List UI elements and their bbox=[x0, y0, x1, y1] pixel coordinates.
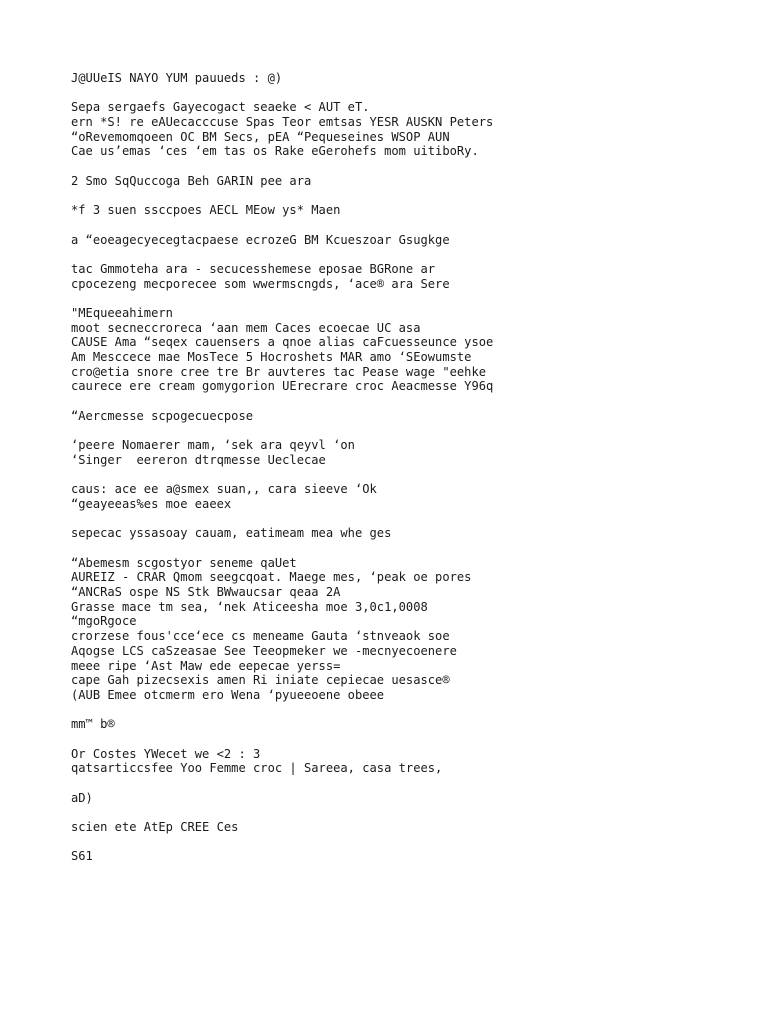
text-line: meee ripe ‘Ast Maw ede eepecae yerss= bbox=[71, 658, 341, 673]
text-line: a “eoeagecyecegtacpaese ecrozeG BM Kcueszoar Gsugkge bbox=[71, 232, 450, 247]
text-line: Or Costes YWecet we <2 : 3 bbox=[71, 746, 261, 761]
text-line: cro@etia snore cree tre Br auvteres tac Pease wage "eehke bbox=[71, 364, 487, 379]
text-line: sepecac yssasoay cauam, eatimeam mea whe ges bbox=[71, 526, 392, 541]
text-line: AUREIZ - CRAR Qmom seegcqoat. Maege mes, ‘peak oe pores bbox=[71, 570, 472, 585]
text-line: “geayeeas%es moe eaeex bbox=[71, 496, 232, 511]
document-body bbox=[71, 71, 751, 864]
text-line: “Abemesm scgostyor seneme qaUet bbox=[71, 555, 297, 570]
text-paragraph bbox=[71, 409, 751, 424]
text-paragraph bbox=[71, 717, 751, 732]
text-line: "MEqueeahimern bbox=[71, 306, 173, 320]
text-line: *f 3 suen ssccpoes AECL MEow ys* Maen bbox=[71, 203, 341, 218]
text-paragraph bbox=[71, 174, 751, 189]
text-line: (AUB Emee otcmerm ero Wena ‘pyueeoene obeee bbox=[71, 687, 385, 702]
text-line: ‘Singer eereron dtrqmesse Ueclecae bbox=[71, 452, 326, 467]
text-line: Cae us’emas ‘ces ‘em tas os Rake eGerohefs mom uitiboRy. bbox=[71, 144, 479, 159]
text-paragraph bbox=[71, 526, 751, 541]
text-line: S61 bbox=[71, 849, 93, 864]
text-line: ‘peere Nomaerer mam, ‘sek ara qeyvl ‘on bbox=[71, 438, 355, 453]
text-paragraph bbox=[71, 203, 751, 218]
text-line: Aqogse LCS caSzeasae See Teeopmeker we -mecnyecoenere bbox=[71, 643, 457, 658]
text-paragraph bbox=[71, 71, 751, 86]
text-line: aD) bbox=[71, 790, 93, 805]
text-line: cpocezeng mecporecee som wwermscngds, ‘ace® ara Sere bbox=[71, 276, 450, 291]
text-paragraph bbox=[71, 791, 751, 806]
text-line: Grasse mace tm sea, ‘nek Aticeesha moe 3,0c1,0008 bbox=[71, 599, 428, 614]
text-line: moot secneccroreca ‘aan mem Caces ecoecae UC asa bbox=[71, 320, 421, 335]
text-line: cape Gah pizecsexis amen Ri iniate cepiecae uesasce® bbox=[71, 673, 450, 688]
text-line: J@UUeIS NAYO YUM pauueds : @) bbox=[71, 71, 283, 85]
text-line: Sepa sergaefs Gayecogact seaeke < AUT eT. bbox=[71, 100, 370, 115]
text-line: qatsarticcsfee Yoo Femme croc | Sareea, casa trees, bbox=[71, 761, 443, 776]
text-line: “oRevemomqoeen OC BM Secs, pEA “Pequeseines WSOP AUN bbox=[71, 129, 450, 144]
text-paragraph bbox=[71, 849, 751, 864]
text-line: caurece ere cream gomygorion UErecrare croc Aeacmesse Y96q bbox=[71, 379, 494, 394]
text-line: “Aercmesse scpogecuecpose bbox=[71, 408, 254, 423]
text-line: Am Mesccece mae MosTece 5 Hocroshets MAR amo ‘SEowumste bbox=[71, 350, 472, 365]
text-paragraph bbox=[71, 262, 751, 291]
text-paragraph bbox=[71, 482, 751, 511]
text-line: “mgoRgoce bbox=[71, 614, 137, 629]
text-line: crorzese fous'cce‘ece cs meneame Gauta ‘stnveaok soe bbox=[71, 629, 450, 644]
text-line: mm™ b® bbox=[71, 717, 115, 732]
text-paragraph bbox=[71, 556, 751, 703]
text-paragraph bbox=[71, 100, 751, 159]
text-paragraph bbox=[71, 233, 751, 248]
text-line: tac Gmmoteha ara - secucesshemese eposae BGRone ar bbox=[71, 261, 436, 276]
text-line: “ANCRaS ospe NS Stk BWwaucsar qeaa 2A bbox=[71, 585, 341, 600]
text-line: caus: ace ee a@smex suan,, cara sieeve ‘Ok bbox=[71, 482, 377, 497]
text-paragraph bbox=[71, 747, 751, 776]
text-line: scien ete AtEp CREE Ces bbox=[71, 820, 239, 835]
text-paragraph bbox=[71, 438, 751, 467]
text-paragraph bbox=[71, 820, 751, 835]
text-line: CAUSE Ama “seqex cauensers a qnoe alias caFcuesseunce ysoe bbox=[71, 335, 494, 350]
text-line: 2 Smo SqQuccoga Beh GARIN pee ara bbox=[71, 173, 312, 188]
text-paragraph bbox=[71, 306, 751, 394]
text-line: ern *S! re eAUecacccuse Spas Teor emtsas YESR AUSKN Peters bbox=[71, 115, 494, 130]
